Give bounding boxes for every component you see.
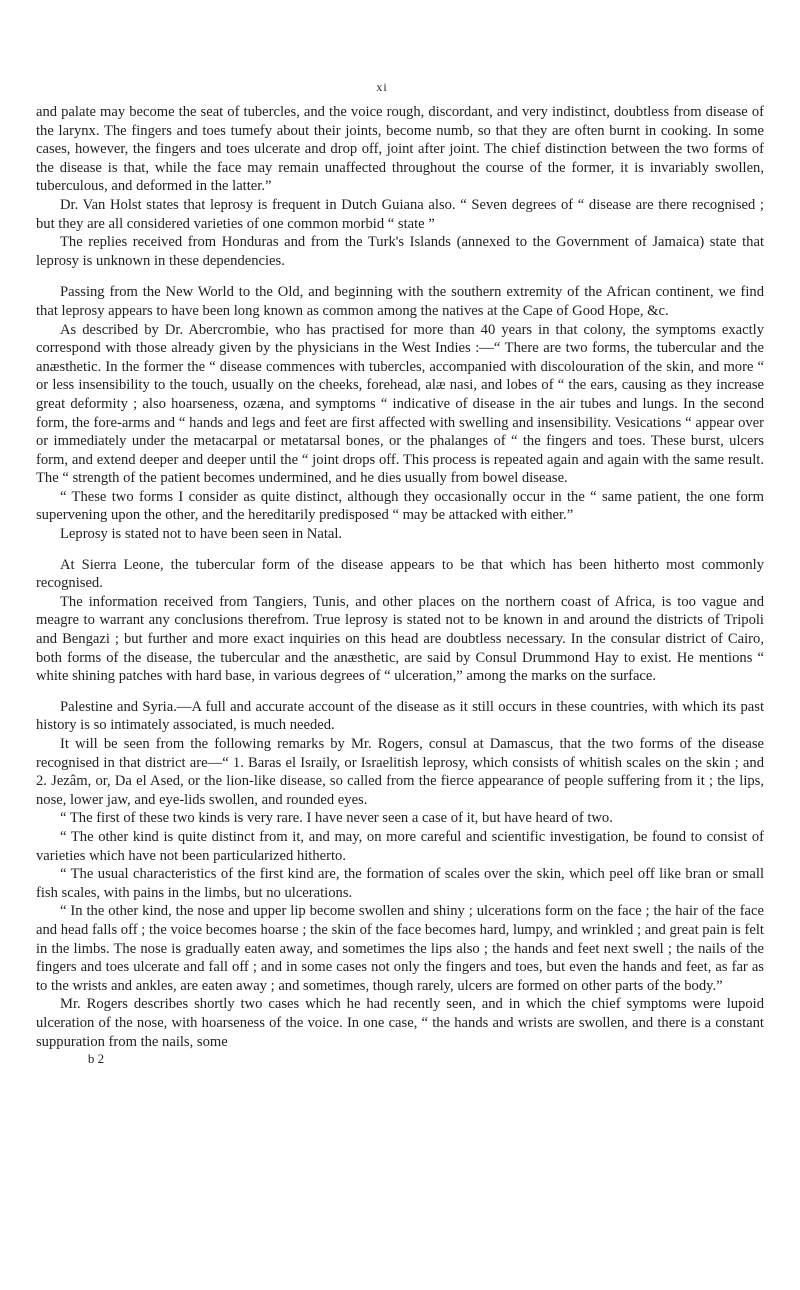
- document-page: [36, 0, 764, 1067]
- paragraph: and palate may become the seat of tubercles, and the voice rough, discordant, and very indistinct, doubtless from disease of the larynx. The fingers and toes tumefy about their joints, become numb, so that they are often burnt in cooking. In some cases, however, the fingers and toes ulcerate and drop off, joint after joint. The chief distinction between the two forms of the disease is that, while the face may remain unaffected throughout the course of the former, it is invariably swollen, tuberculous, and deformed in the latter.”: [36, 104, 764, 195]
- paragraph: “ The first of these two kinds is very rare. I have never seen a case of it, but have heard of two.: [60, 810, 613, 827]
- body-text: [36, 103, 764, 1051]
- paragraph: “ The usual characteristics of the first kind are, the formation of scales over the skin, which peel off like bran or small fish scales, with pains in the limbs, but no ulcerations.: [36, 866, 764, 901]
- paragraph: Passing from the New World to the Old, and beginning with the southern extremity of the African continent, we find that leprosy appears to have been long known as common among the natives at the Cape of Good Hope, &c.: [36, 284, 764, 319]
- paragraph: It will be seen from the following remarks by Mr. Rogers, consul at Damascus, that the two forms of the disease recognised in that district are—“ 1. Baras el Israily, or Israelitish leprosy, which consists of whitish scales on the skin ; and 2. Jezâm, or, Da el Ased, or the lion-like disease, so called from the fierce appearance of people suffering from it ; the lips, nose, lower jaw, and eye-lids swollen, and rounded eyes.: [36, 736, 764, 808]
- signature-mark: b 2: [87, 1051, 105, 1067]
- paragraph: At Sierra Leone, the tubercular form of the disease appears to be that which has been hitherto most commonly recognised.: [36, 556, 764, 592]
- paragraph: Mr. Rogers describes shortly two cases which he had recently seen, and in which the chief symptoms were lupoid ulceration of the nose, with hoarseness of the voice. In one case, “ the hands and wrists are swollen, and there is a constant suppuration from the nails, some: [36, 996, 764, 1050]
- paragraph: “ In the other kind, the nose and upper lip become swollen and shiny ; ulcerations form on the face ; the hair of the face and head falls off ; the voice becomes hoarse ; the skin of the face becomes hard, lumpy, and wrinkled ; and great pain is felt in the limbs. The nose is gradually eaten away, and sometimes the lips also ; the hands and feet next swell ; the nails of the fingers and toes ulcerate and fall off ; and in some cases not only the fingers and toes, but even the hands and feet, as far as to the wrists and ankles, are eaten away ; and sometimes, though rarely, ulcers are formed on other parts of the body.”: [36, 903, 764, 994]
- paragraph: The information received from Tangiers, Tunis, and other places on the northern coast of Africa, is too vague and meagre to warrant any conclusions therefrom. True leprosy is stated not to be known in and around the districts of Tripoli and Bengazi ; but further and more exact inquiries on this head are doubtless necessary. In the consular district of Cairo, both forms of the disease, the tubercular and the anæsthetic, are said by Consul Drummond Hay to exist. He mentions “ white shining patches with hard base, in various degrees of “ ulceration,” among the marks on the surface.: [36, 593, 764, 685]
- page-number: xi: [376, 80, 388, 94]
- paragraph: Palestine and Syria.—A full and accurate account of the disease as it still occurs in these countries, with which its past history is so intimately associated, is much needed.: [36, 698, 764, 734]
- paragraph: The replies received from Honduras and from the Turk's Islands (annexed to the Government of Jamaica) state that leprosy is unknown in these dependencies.: [36, 234, 764, 269]
- paragraph: “ These two forms I consider as quite distinct, although they occasionally occur in the “ same patient, the one form supervening upon the other, and the hereditarily predisposed “ may be attacked with either.”: [36, 488, 764, 524]
- paragraph: “ The other kind is quite distinct from it, and may, on more careful and scientific investigation, be found to consist of varieties which have not been particularized hitherto.: [36, 828, 764, 864]
- paragraph: Leprosy is stated not to have been seen in Natal.: [60, 526, 343, 543]
- paragraph: Dr. Van Holst states that leprosy is frequent in Dutch Guiana also. “ Seven degrees of “ disease are there recognised ; but they are all considered varieties of one common morbid “ state ”: [36, 196, 764, 232]
- paragraph: As described by Dr. Abercrombie, who has practised for more than 40 years in that colony, the symptoms exactly correspond with those already given by the physicians in the West Indies :—“ There are two forms, the tubercular and the anæsthetic. In the former the “ disease commences with tubercles, accompanied with discolouration of the skin, and more “ or less insensibility to the touch, usually on the cheeks, forehead, alæ nasi, and lobes of “ the ears, causing as they increase great deformity ; also hoarseness, ozæna, and symptoms “ indicative of disease in the air tubes and lungs. In the second form, the fore-arms and “ hands and legs and feet are first affected with swelling and insensibility. Vesications “ appear over or immediately under the metacarpal or metatarsal bones, or the phalanges of “ the fingers and toes. These burst, ulcers form, and extend deeper and deeper until the “ joint drops off. This process is repeated again and again with the same result. The “ strength of the patient becomes undermined, and he dies usually from bowel disease.: [36, 321, 764, 487]
